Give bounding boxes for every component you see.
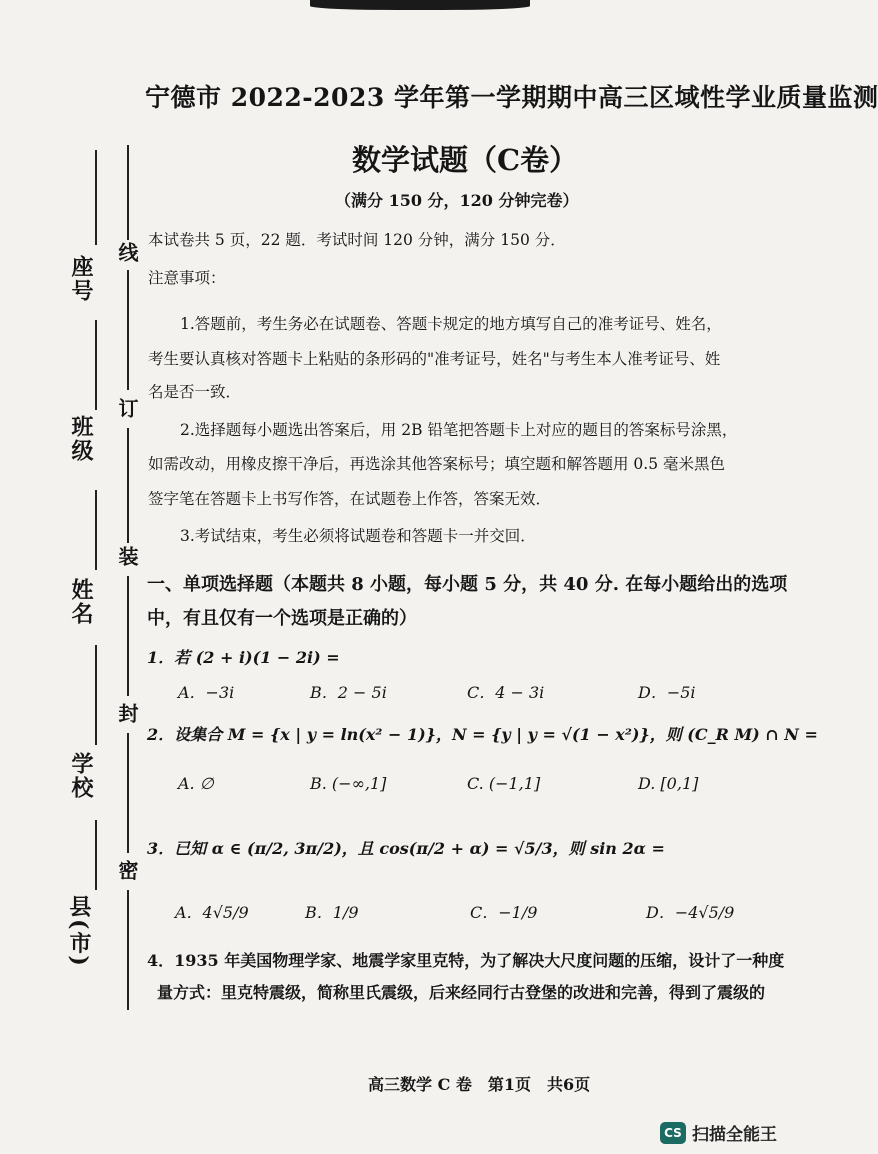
question-2-stem: 2．设集合 M = {x | y = ln(x² − 1)}，N = {y | y = √(1 − x²)}，则 (C_R M) ∩ N = xyxy=(147,725,818,744)
field-seat-number: 座号 xyxy=(68,255,94,303)
q1-option-d: D．−5i xyxy=(638,683,696,702)
binding-line xyxy=(127,428,129,543)
binding-mark-mi: 密 xyxy=(115,860,139,880)
exam-subtitle: 数学试题（C卷） xyxy=(352,143,579,177)
note-line: 如需改动，用橡皮擦干净后，再选涂其他答案标号；填空题和解答题用 0.5 毫米黑色 xyxy=(148,455,726,473)
exam-title: 宁德市 2022-2023 学年第一学期期中高三区域性学业质量监测 xyxy=(145,83,878,112)
notes-heading: 注意事项： xyxy=(148,269,226,287)
section-heading-cont: 中，有且仅有一个选项是正确的） xyxy=(147,608,417,629)
note-line: 签字笔在答题卡上书写作答，在试题卷上作答，答案无效． xyxy=(148,490,552,508)
binding-line xyxy=(127,890,129,1010)
score-note: （满分 150 分，120 分钟完卷） xyxy=(335,191,579,210)
note-line: 3.考试结束，考生必须将试题卷和答题卡一并交回． xyxy=(180,527,536,545)
note-line: 名是否一致． xyxy=(148,383,242,401)
question-1-stem: 1．若 (2 + i)(1 − 2i) = xyxy=(147,648,340,667)
intro-text: 本试卷共 5 页，22 题．考试时间 120 分钟，满分 150 分． xyxy=(148,231,566,249)
question-4-stem-cont: 量方式：里克特震级，简称里氏震级，后来经同行古登堡的改进和完善，得到了震级的 xyxy=(157,983,766,1002)
question-4-stem: 4．1935 年美国物理学家、地震学家里克特，为了解决大尺度问题的压缩，设计了一种度 xyxy=(147,951,785,970)
binding-line xyxy=(127,733,129,853)
q2-option-d: D. [0,1] xyxy=(638,774,699,793)
binding-line xyxy=(127,145,129,240)
field-name: 姓名 xyxy=(68,578,94,626)
section-heading: 一、单项选择题（本题共 8 小题，每小题 5 分，共 40 分. 在每小题给出的选项 xyxy=(147,574,788,595)
field-underline xyxy=(95,645,97,745)
binding-mark-ding: 订 xyxy=(115,398,139,418)
binding-mark-xian: 线 xyxy=(115,242,139,262)
note-line: 考生要认真核对答题卡上粘贴的条形码的"准考证号，姓名"与考生本人准考证号、姓 xyxy=(148,350,721,368)
binding-mark-feng: 封 xyxy=(115,703,139,723)
q2-option-c: C. (−1,1] xyxy=(467,774,541,793)
q2-option-a: A. ∅ xyxy=(178,774,214,793)
field-school: 学校 xyxy=(68,752,94,800)
q3-option-a: A．4√5/9 xyxy=(175,903,249,922)
scan-shadow xyxy=(310,0,530,10)
q1-option-a: A．−3i xyxy=(178,683,235,702)
camscanner-icon: CS xyxy=(660,1122,686,1144)
q1-option-c: C．4 − 3i xyxy=(467,683,545,702)
field-underline xyxy=(95,150,97,245)
q1-option-b: B．2 − 5i xyxy=(310,683,387,702)
q3-option-b: B．1/9 xyxy=(305,903,359,922)
field-county: 县(市) xyxy=(66,895,92,968)
binding-line xyxy=(127,576,129,696)
field-underline xyxy=(95,820,97,890)
page-footer: 高三数学 C 卷 第1页 共6页 xyxy=(368,1075,591,1094)
q3-option-d: D．−4√5/9 xyxy=(646,903,735,922)
q3-option-c: C．−1/9 xyxy=(470,903,538,922)
field-underline xyxy=(95,320,97,410)
scanner-label: 扫描全能王 xyxy=(692,1125,777,1145)
note-line: 2.选择题每小题选出答案后，用 2B 铅笔把答题卡上对应的题目的答案标号涂黑， xyxy=(180,421,738,439)
question-3-stem: 3．已知 α ∈ (π/2, 3π/2)，且 cos(π/2 + α) = √5/3，则 sin 2α = xyxy=(147,839,665,858)
field-class: 班级 xyxy=(68,415,94,463)
binding-mark-zhuang: 装 xyxy=(115,546,139,566)
scanner-badge xyxy=(660,1120,777,1145)
field-underline xyxy=(95,490,97,570)
note-line: 1.答题前，考生务必在试题卷、答题卡规定的地方填写自己的准考证号、姓名， xyxy=(180,315,722,333)
binding-line xyxy=(127,270,129,390)
q2-option-b: B. (−∞,1] xyxy=(310,774,387,793)
